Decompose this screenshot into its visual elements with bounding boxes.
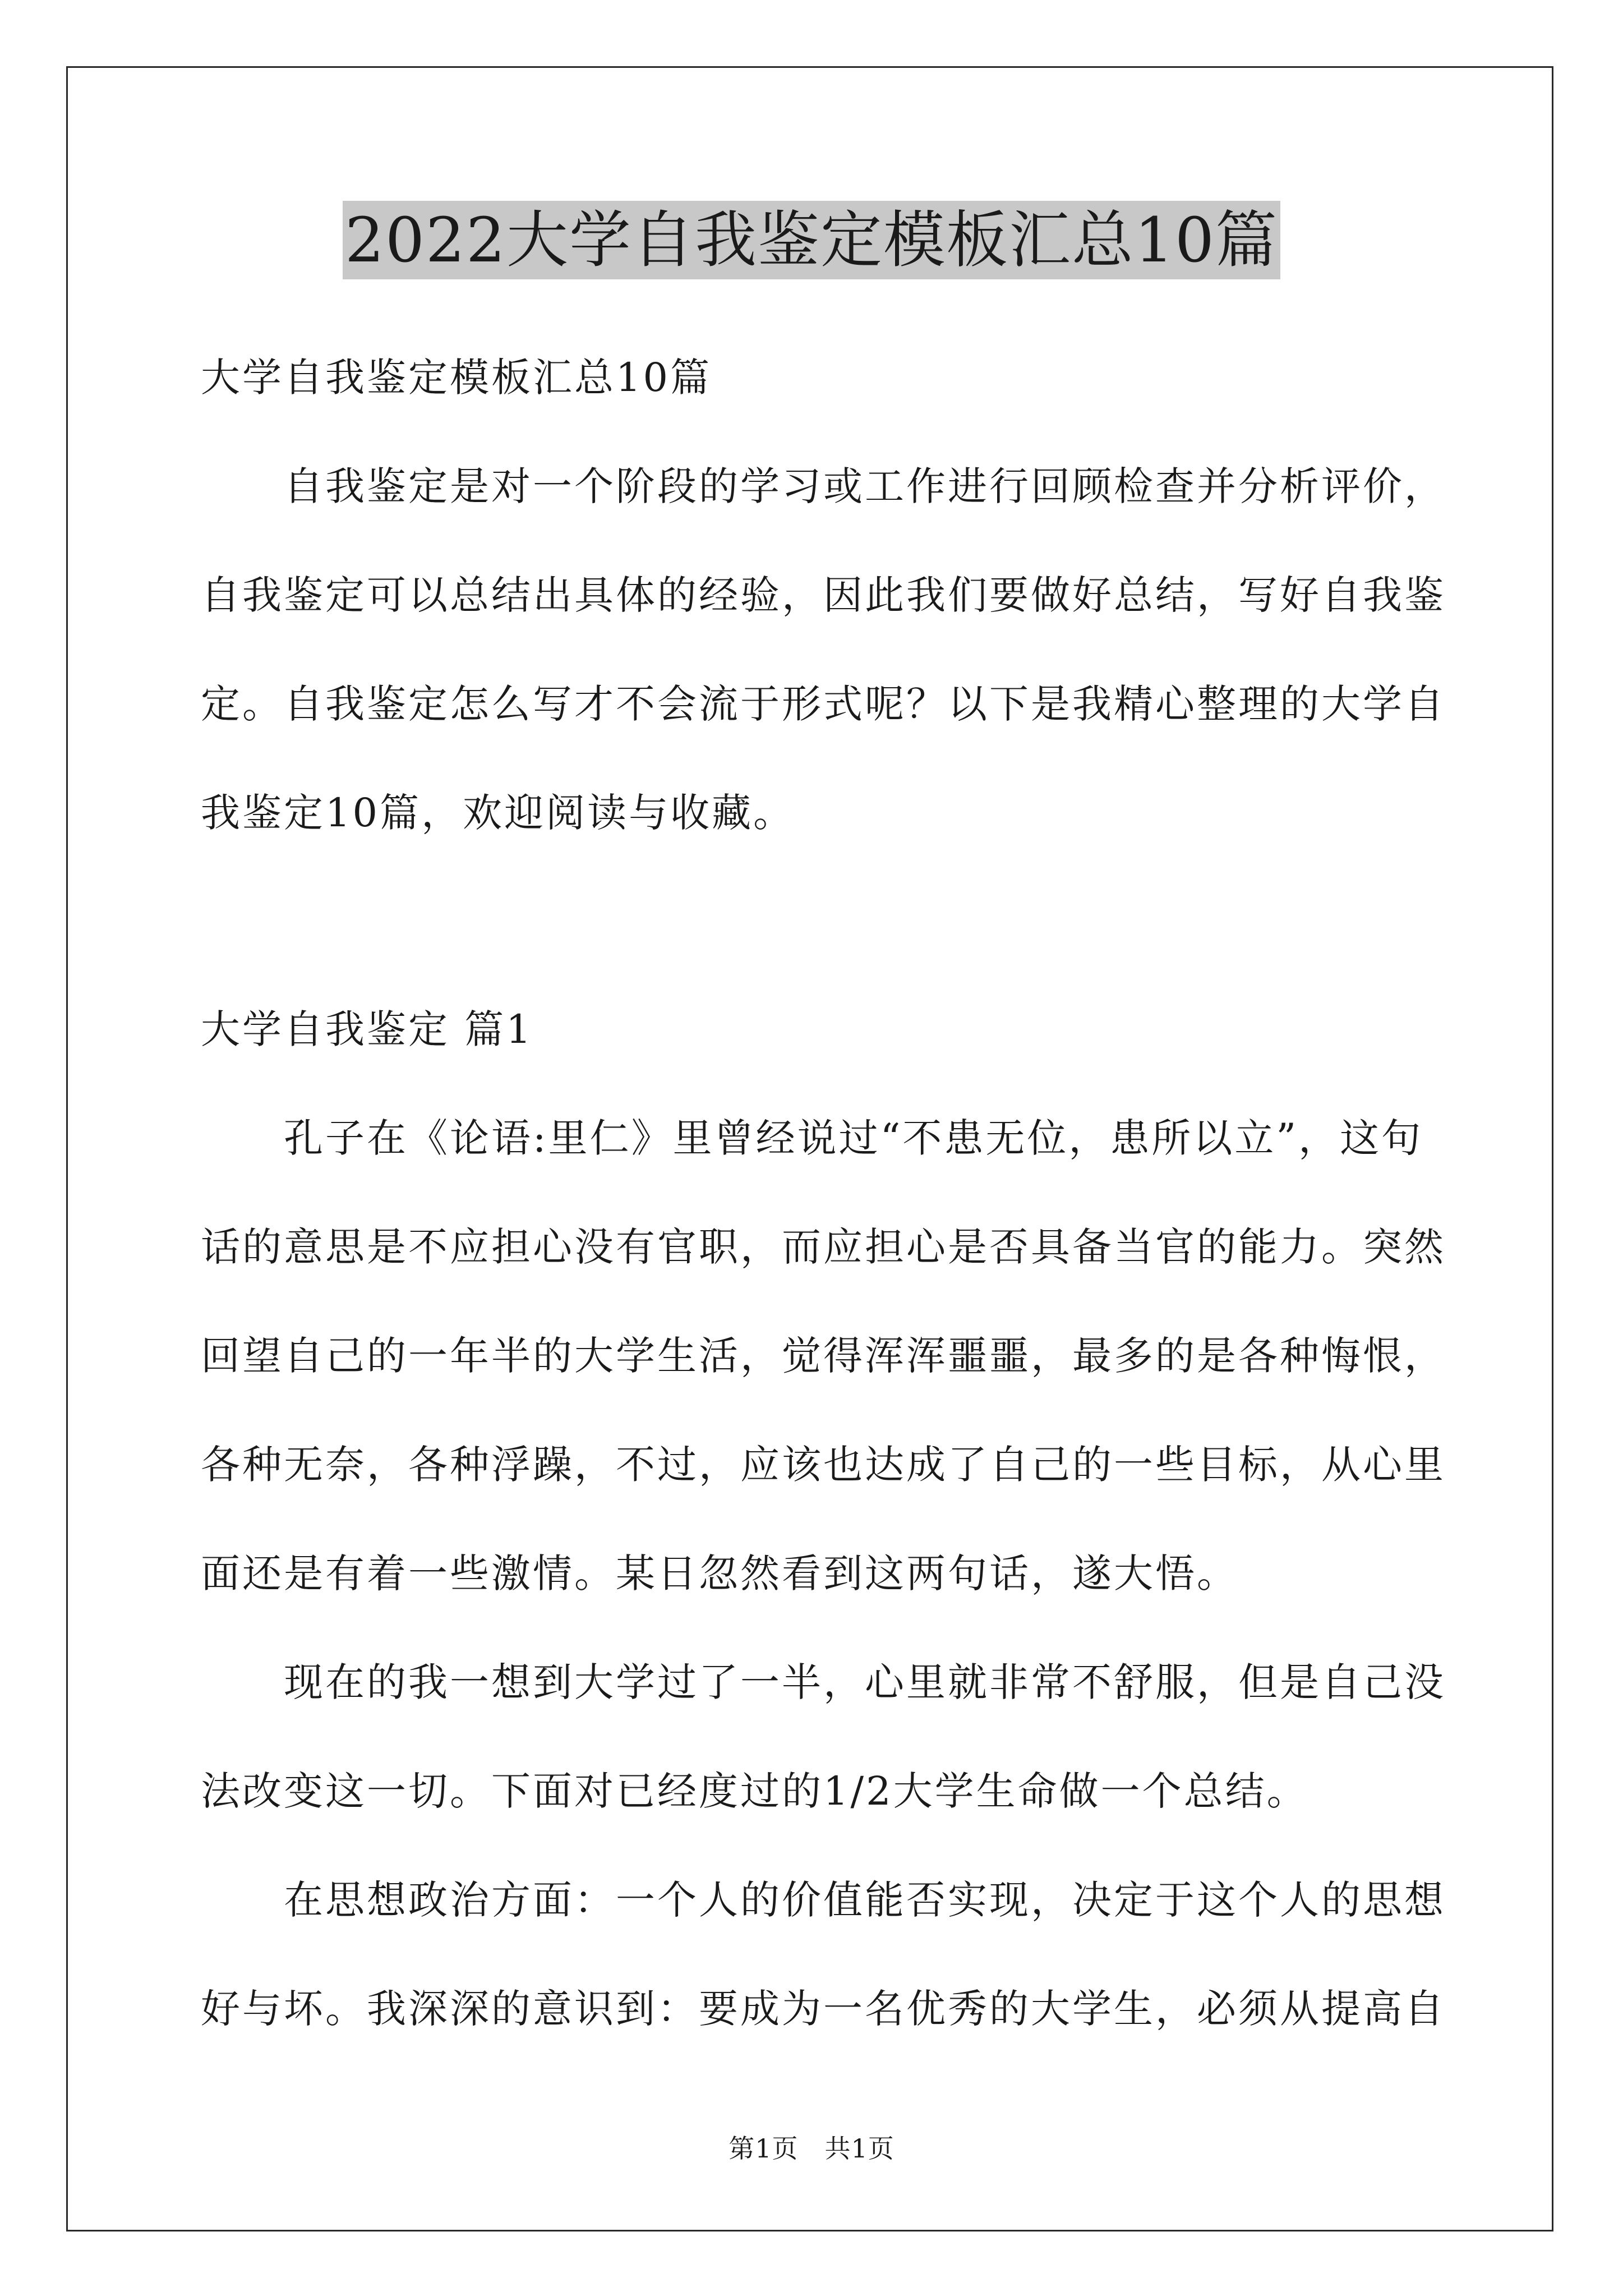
paragraph-line: 面还是有着一些激情。某日忽然看到这两句话，遂大悟。	[201, 1550, 1238, 1596]
paragraph-line: 回望自己的一年半的大学生活，觉得浑浑噩噩，最多的是各种悔恨，	[201, 1333, 1446, 1379]
section-heading: 大学自我鉴定 篇1	[201, 1006, 533, 1052]
paragraph-line: 自我鉴定是对一个阶段的学习或工作进行回顾检查并分析评价，	[201, 463, 1446, 509]
subtitle-line: 大学自我鉴定模板汇总10篇	[201, 355, 712, 401]
paragraph-line: 在思想政治方面：一个人的价值能否实现，决定于这个人的思想	[201, 1877, 1446, 1923]
page-footer: 第1页 共1页	[728, 2133, 895, 2164]
paragraph-line: 自我鉴定可以总结出具体的经验，因此我们要做好总结，写好自我鉴	[201, 572, 1446, 618]
paragraph-line: 法改变这一切。下面对已经度过的1/2大学生命做一个总结。	[201, 1768, 1308, 1814]
paragraph-line: 话的意思是不应担心没有官职，而应担心是否具备当官的能力。突然	[201, 1224, 1446, 1270]
paragraph-line: 现在的我一想到大学过了一半，心里就非常不舒服，但是自己没	[201, 1659, 1446, 1705]
title-container	[0, 201, 1623, 279]
paragraph-line: 孔子在《论语:里仁》里曾经说过“不患无位，患所以立”，这句	[201, 1115, 1423, 1161]
paragraph-line: 我鉴定10篇，欢迎阅读与收藏。	[201, 790, 795, 836]
document-title: 2022大学自我鉴定模板汇总10篇	[343, 201, 1280, 279]
paragraph-line: 定。自我鉴定怎么写才不会流于形式呢？以下是我精心整理的大学自	[201, 681, 1446, 727]
paragraph-line: 各种无奈，各种浮躁，不过，应该也达成了自己的一些目标，从心里	[201, 1442, 1446, 1488]
paragraph-line: 好与坏。我深深的意识到：要成为一名优秀的大学生，必须从提高自	[201, 1986, 1446, 2032]
